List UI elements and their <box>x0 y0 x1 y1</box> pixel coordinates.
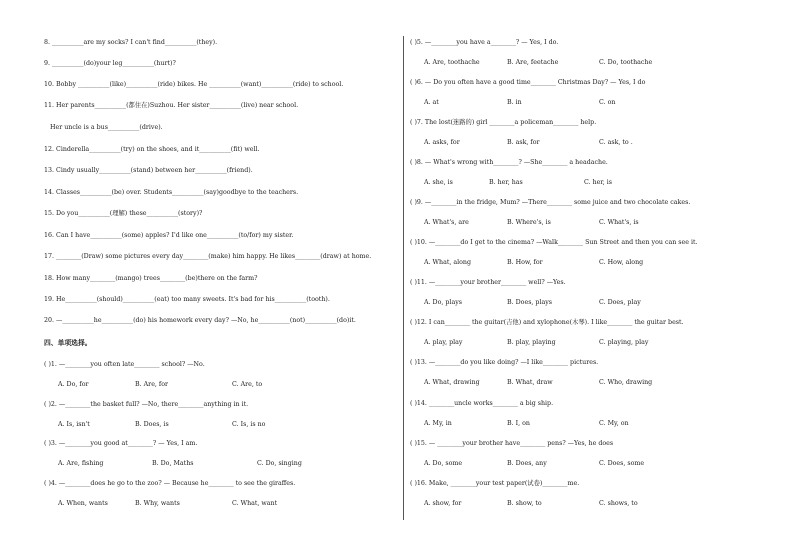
mc-option: C. My, on <box>599 420 629 427</box>
mc-option: B. What, draw <box>507 379 553 386</box>
section-title: 四、单项选择。 <box>44 339 92 347</box>
mc-option: C. on <box>599 99 616 106</box>
mc-question: ( )11. —________your brother________ well? —Yes. <box>410 279 566 286</box>
fill-in-question: 12. Cinderella__________(try) on the shoes, and it__________(fit) well. <box>44 146 260 153</box>
fill-in-question: 15. Do you__________(理解) these__________(story)? <box>44 210 203 217</box>
mc-option: A. play, play <box>424 339 463 346</box>
column-divider <box>403 36 404 520</box>
mc-option: B. Does, plays <box>507 299 553 306</box>
fill-in-question: 17. ________(Draw) some pictures every day________(make) him happy. He likes________(draw) at home. <box>44 253 372 260</box>
fill-in-question: 8. __________are my socks? I can't find__________(they). <box>44 39 218 46</box>
mc-option: B. in <box>507 99 522 106</box>
mc-option: B. How, for <box>507 259 543 266</box>
mc-option: C. playing, play <box>599 339 649 346</box>
fill-in-question: 14. Classes__________(be) over. Students__________(say)goodbye to the teachers. <box>44 189 299 196</box>
mc-option: B. Why, wants <box>135 500 180 507</box>
mc-option: C. Does, some <box>599 460 645 467</box>
mc-question: ( )16. Make, ________your test paper(试卷)________me. <box>410 480 580 487</box>
mc-option: A. What, along <box>424 259 472 266</box>
mc-option: C. Who, drawing <box>599 379 653 386</box>
mc-option: A. Are, toothache <box>424 59 480 66</box>
mc-question: ( )1. —________you often late________ school? —No. <box>44 361 205 368</box>
mc-option: C. shows, to <box>599 500 638 507</box>
mc-option: C. her, is <box>584 179 612 186</box>
fill-in-question: 19. He__________(should)__________(eat) too many sweets. It's bad for his__________(tooth). <box>44 296 330 303</box>
mc-option: B. ask, for <box>507 139 540 146</box>
mc-option: B. I, on <box>507 420 530 427</box>
mc-option: B. Does, is <box>135 421 169 428</box>
mc-option: A. show, for <box>424 500 462 507</box>
fill-in-question: 10. Bobby __________(like)__________(ride) bikes. He __________(want)__________(ride) to school. <box>44 81 344 88</box>
mc-option: A. When, wants <box>58 500 108 507</box>
mc-question: ( )2. —________the basket full? —No, there________anything in it. <box>44 401 249 408</box>
mc-option: A. Is, isn't <box>58 421 90 428</box>
mc-question: ( )4. —________does he go to the zoo? — Because he________ to see the giraffes. <box>44 480 296 487</box>
mc-question: ( )12. I can________ the guitar(吉他) and xylophone(木琴). I like________ the guitar best. <box>410 319 684 326</box>
fill-in-question: 13. Cindy usually__________(stand) between her__________(friend). <box>44 167 253 174</box>
mc-option: C. What's, is <box>599 219 639 226</box>
fill-in-question: 11. Her parents__________(都住在)Suzhou. Her sister__________(live) near school. <box>44 102 299 109</box>
mc-option: A. she, is <box>424 179 453 186</box>
fill-in-question: 20. —__________he__________(do) his homework every day? —No, he__________(not)__________(do)it. <box>44 317 356 324</box>
mc-question: ( )3. —________you good at________? — Yes, I am. <box>44 440 198 447</box>
mc-option: C. Does, play <box>599 299 641 306</box>
mc-option: C. What, want <box>232 500 278 507</box>
fill-in-question: 18. How many________(mango) trees________(be)there on the farm? <box>44 275 258 282</box>
mc-question: ( )13. —________do you like doing? —I like________ pictures. <box>410 359 599 366</box>
fill-in-question: 9. __________(do)your leg__________(hurt)? <box>44 60 176 67</box>
mc-question: ( )7. The lost(迷路的) girl ________a policeman________ help. <box>410 119 597 126</box>
mc-question: ( )15. — ________your brother have________ pens? —Yes, he does <box>410 440 614 447</box>
mc-option: C. Are, to <box>232 381 263 388</box>
mc-option: A. Do, plays <box>424 299 462 306</box>
mc-option: B. her, has <box>489 179 523 186</box>
fill-in-question: Her uncle is a bus__________(drive). <box>50 124 163 131</box>
mc-option: B. Do, Maths <box>152 460 194 467</box>
fill-in-question: 16. Can I have__________(some) apples? I'd like one__________(to/for) my sister. <box>44 232 294 239</box>
mc-option: A. Do, for <box>58 381 89 388</box>
mc-question: ( )8. — What's wrong with________? —She________ a headache. <box>410 159 608 166</box>
mc-question: ( )6. — Do you often have a good time________ Christmas Day? — Yes, I do <box>410 79 646 86</box>
mc-question: ( )9. —________in the fridge, Mum? —There________ some juice and two chocolate cakes. <box>410 199 691 206</box>
mc-option: B. Where's, is <box>507 219 551 226</box>
mc-option: A. What, drawing <box>424 379 480 386</box>
mc-option: C. Do, singing <box>257 460 302 467</box>
mc-option: C. How, along <box>599 259 644 266</box>
mc-option: B. Are, feetache <box>507 59 559 66</box>
mc-option: A. My, in <box>424 420 452 427</box>
mc-option: B. show, to <box>507 500 542 507</box>
mc-option: A. at <box>424 99 439 106</box>
mc-option: A. What's, are <box>424 219 469 226</box>
mc-option: C. Is, is no <box>232 421 266 428</box>
right-column <box>406 0 794 558</box>
mc-option: B. play, playing <box>507 339 556 346</box>
mc-option: C. Do, toothache <box>599 59 653 66</box>
mc-option: A. Are, fishing <box>58 460 104 467</box>
mc-question: ( )10. —________do I get to the cinema? —Walk________ Sun Street and then you can see it. <box>410 239 698 246</box>
mc-option: A. Do, some <box>424 460 463 467</box>
mc-option: A. asks, for <box>424 139 460 146</box>
mc-option: C. ask, to . <box>599 139 633 146</box>
mc-option: B. Are, for <box>135 381 169 388</box>
mc-option: B. Does, any <box>507 460 547 467</box>
mc-question: ( )14. ________uncle works________ a big ship. <box>410 400 554 407</box>
mc-question: ( )5. —________you have a________? — Yes, I do. <box>410 39 559 46</box>
